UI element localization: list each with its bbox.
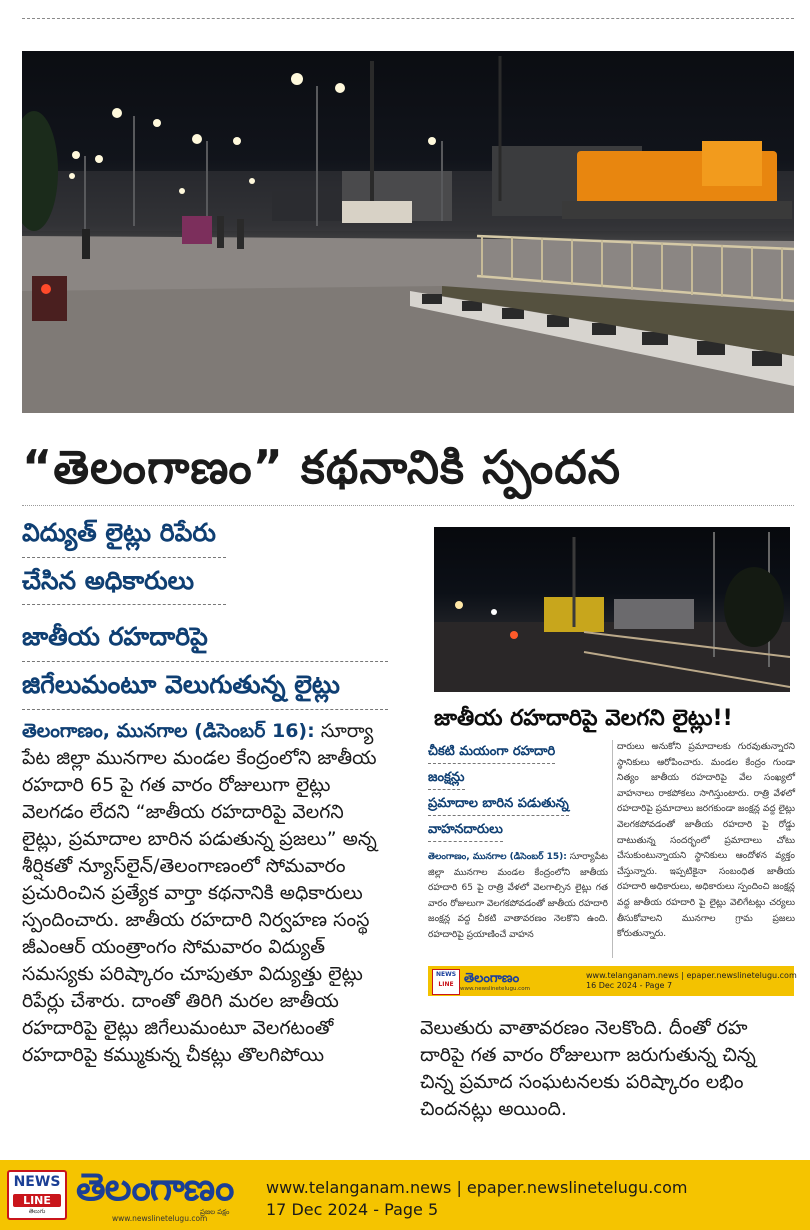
clipping-subhead: చీకటి మయంగా రహదారి [428,741,555,764]
subheading-2: చేసిన అధికారులు [22,566,194,595]
article-body-right [420,1015,792,1123]
clipping-column-rule [612,740,613,958]
clipping-footer-info: www.telanganam.news | epaper.newslinetelugu.com 16 Dec 2024 - Page 7 [586,971,797,990]
footer-links[interactable]: www.telanganam.news | epaper.newslinetelugu.com [266,1178,688,1197]
article-body-left [22,718,390,1069]
article-line: పేట జిల్లా మునగాల మండల కేంద్రంలోని జాతీయ [22,747,377,769]
article-line: జీఎంఆర్ యంత్రాంగం సోమవారం విద్యుత్ [22,936,325,958]
subheading-rule [22,661,388,662]
clipping-left-column [428,740,608,943]
article-line: రహదారిపై లైట్లు జిగేలుమంటూ వెలగటంతో [22,1017,334,1039]
article-line: రహదారిపై కమ్ముకున్న చీకట్లు తొలగిపోయి [22,1044,324,1066]
article-line: రహదారి 65 పై గత వారం రోజులుగా లైట్లు [22,774,331,796]
clipping-title: జాతీయ రహదారిపై వెలగని లైట్లు!! [434,706,733,731]
subheading-3: జాతీయ రహదారిపై [22,622,208,651]
article-line: సమస్యకు పరిష్కారం చూపుతూ విద్యుత్తు లైట్లు [22,963,363,985]
article-line: చిందనట్లు అయింది. [420,1098,567,1120]
top-dashed-rule [22,18,794,19]
page-footer [0,1160,810,1230]
main-news-photo [22,51,794,413]
headline-rule [22,505,794,506]
article-line: వెలుతురు వాతావరణం నెలకొంది. దీంతో రహ [420,1017,748,1039]
brand-tagline: ప్రజల పక్షం [200,1208,230,1216]
subheading-rule [22,604,226,605]
brand-url[interactable]: www.newslinetelugu.com [112,1214,208,1223]
article-line: చిన్న ప్రమాద సంఘటనలకు పరిష్కారం లభిం [420,1071,744,1093]
article-line: రిపేర్లు చేశారు. దాంతో తిరిగి మరల జాతీయ [22,990,339,1012]
subheading-rule [22,709,388,710]
article-line: స్పందించారు. జాతీయ రహదారి నిర్వహణ సంస్థ [22,909,370,931]
clipping-body-left: తెలంగాణం, మునగాల (డిసెంబర్ 15): సూర్యాపేట జిల్లా మునగాల మండల కేంద్రంలోని జాతీయ రహదారి 65 పై రాత్రి వేళలో వెలగాల్సిన లైట్లు గత వారం రోజులుగా వెలగకపోవడంతో జాతీయ రహదారి జంక్షన్ల వద్ద చీకటి వాతావరణం నెలకొని ఉంది. రహదారిపై ప్రయాణించే వాహన [428,852,608,940]
telanganam-brand-logo: తెలంగాణం [76,1165,234,1209]
article-line: వెలగడం లేదని “జాతీయ రహదారిపై వెలగని [22,801,344,823]
clipping-brand-url: www.newslinetelugu.com [460,986,530,992]
article-line: తెలంగాణం, మునగాల (డిసెంబర్ 16): సూర్యా [22,720,374,742]
clipping-photo [434,527,790,692]
article-line: లైట్లు, ప్రమాదాల బారిన పడుతున్న ప్రజలు” అన్న [22,828,377,850]
clipping-newsline-logo: NEWS LINE [432,969,460,995]
headline: “తెలంగాణం” కథనానికి స్పందన [22,440,621,494]
article-line: శీర్షికతో న్యూస్‌లైన్/తెలంగాణంలో సోమవారం [22,855,346,877]
footer-date-page: 17 Dec 2024 - Page 5 [266,1200,439,1219]
article-line: ప్రచురించిన ప్రత్యేక వార్తా కథనానికి అధికారులు [22,882,363,904]
newsline-logo: NEWS LINE తెలుగు [7,1170,67,1220]
clipping-subhead: వాహనదారులు [428,819,503,842]
clipping-subhead: ప్రమాదాల బారిన పడుతున్న [428,793,569,816]
subheading-1: విద్యుత్ లైట్లు రిపేరు [22,518,216,547]
article-line: దారిపై గత వారం రోజులుగా జరుగుతున్న చిన్న [420,1044,756,1066]
clipping-body-right: దారులు అనుకోని ప్రమాదాలకు గురవుతున్నారని స్థానికులు ఆరోపించారు. మండల కేంద్రం గుండా నిత్యం జాతీయ రహదారిపై వేల సంఖ్యలో వాహనాలు రాకపోకలు సాగిస్తుంటారు. రాత్రి వేళలో రహదారిపై ప్రమాదాలు జరగకుండా జంక్షన్ల వద్ద లైట్లు వెలగకపోవడంతో జాతీయ రహదారి పై రోడ్డు దాటుతున్న సందర్భంలో ప్రమాదాలు చోటు చేసుకుంటున్నాయని స్థానికులు ఆందోళన వ్యక్తం చేస్తున్నారు. ఇప్పటికైనా సంబంధిత జాతీయ రహదారి అధికారులు, అధికారులు స్పందించి జంక్షన్ల వద్ద జాతీయ రహదారి పై లైట్లు వెలిగేటట్లు చర్యలు తీసుకోవాలని మునగాల గ్రామ ప్రజలు కోరుతున్నారు. [617,742,795,940]
article-dateline: తెలంగాణం, మునగాల (డిసెంబర్ 16): [22,720,315,742]
clipping-subhead: జంక్షన్లు [428,767,465,790]
subheading-4: జిగేలుమంటూ వెలుగుతున్న లైట్లు [22,670,340,699]
clipping-brand: తెలంగాణం [464,971,520,986]
clipping-footer [428,966,797,996]
subheading-rule [22,557,226,558]
